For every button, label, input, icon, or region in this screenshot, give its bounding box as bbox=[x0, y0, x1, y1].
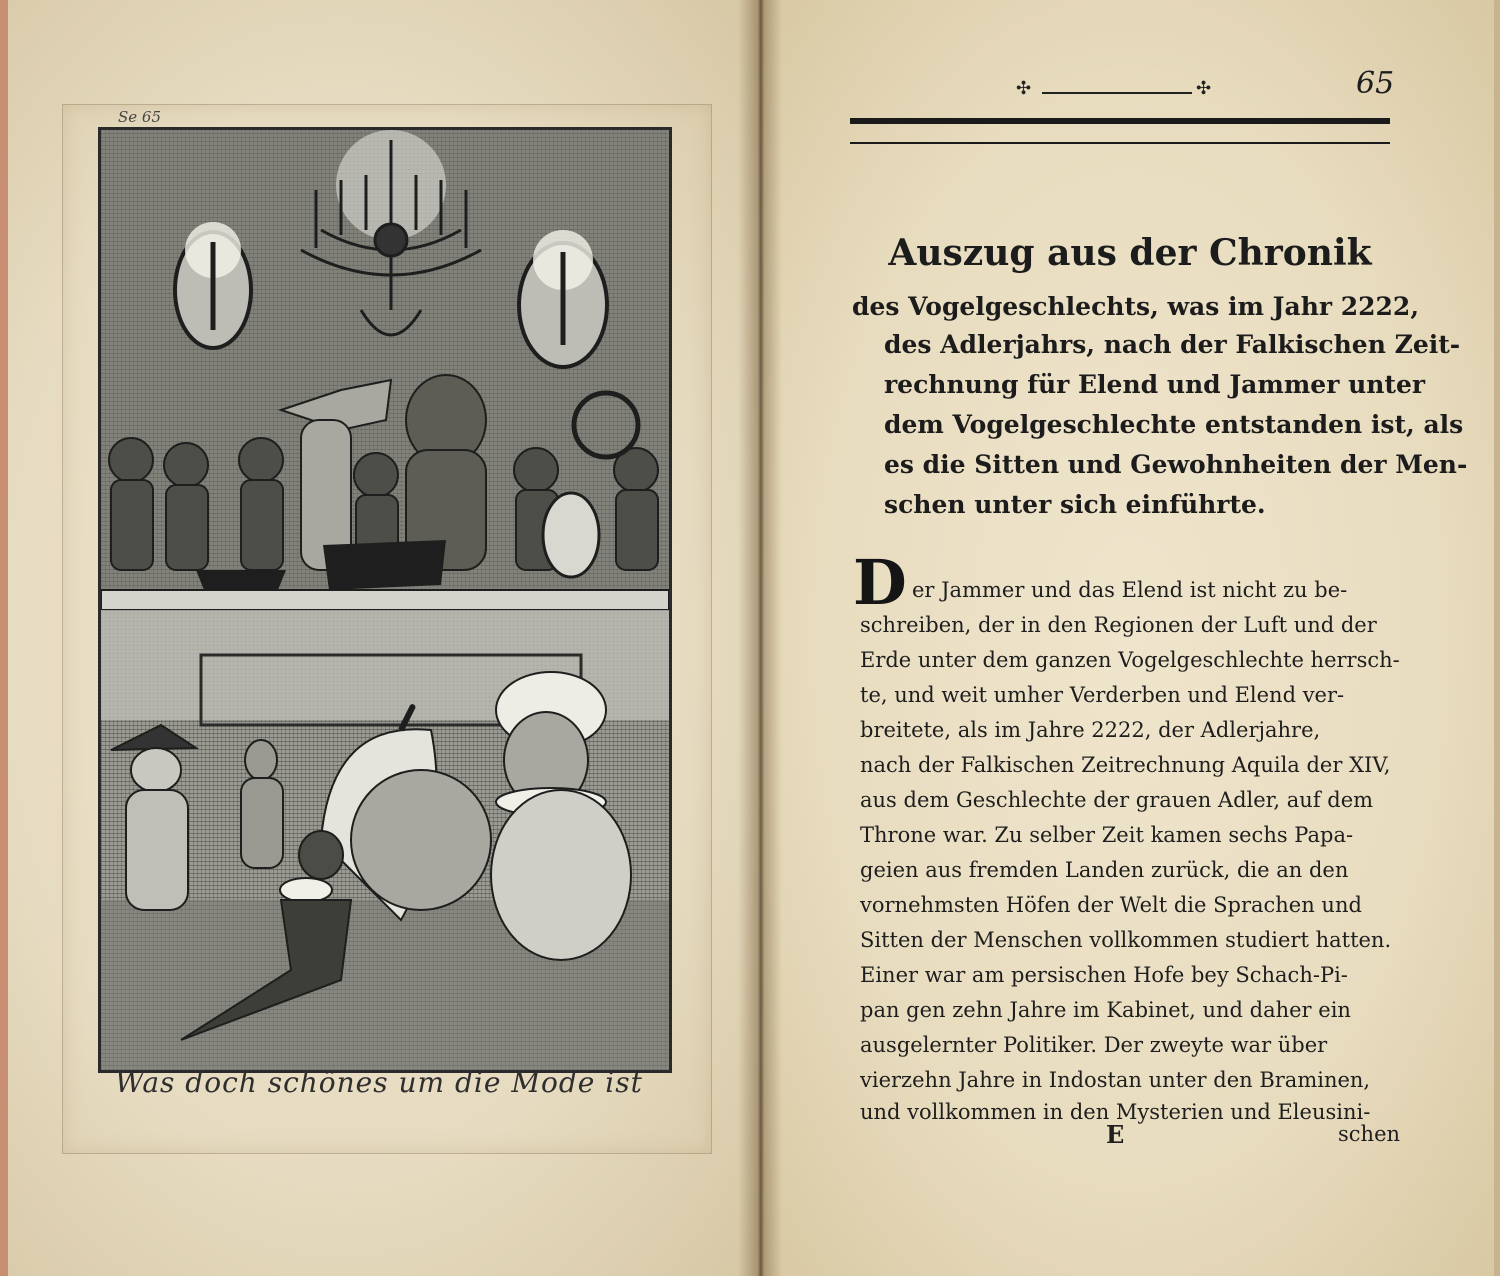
subtitle-line: des Adlerjahrs, nach der Falkischen Zeit- bbox=[884, 330, 1461, 359]
page-number: 65 bbox=[1356, 66, 1395, 101]
body-line: vornehmsten Höfen der Welt die Sprachen und bbox=[860, 893, 1362, 917]
body-line: nach der Falkischen Zeitrechnung Aquila der XIV, bbox=[860, 753, 1391, 777]
engraving-illustration bbox=[98, 127, 672, 1073]
plate-caption: Was doch schönes um die Mode ist bbox=[115, 1066, 643, 1099]
body-line: vierzehn Jahre in Indostan unter den Braminen, bbox=[860, 1068, 1371, 1092]
bear-singer bbox=[406, 375, 486, 570]
body-line: Einer war am persischen Hofe bey Schach-Pi- bbox=[860, 963, 1348, 987]
music-stand-center bbox=[323, 540, 446, 590]
signature-mark: E bbox=[1106, 1120, 1125, 1149]
subtitle-line: rechnung für Elend und Jammer unter bbox=[884, 370, 1426, 399]
body-line: ausgelernter Politiker. Der zweyte war über bbox=[860, 1033, 1328, 1057]
engraving-drawing bbox=[101, 130, 669, 1070]
body-line: pan gen zehn Jahre im Kabinet, und daher ein bbox=[860, 998, 1351, 1022]
body-line: breitete, als im Jahre 2222, der Adlerjahre, bbox=[860, 718, 1321, 742]
drop-cap: D bbox=[853, 546, 907, 619]
cello bbox=[543, 493, 599, 577]
ornament-left-icon: ✣ bbox=[1016, 78, 1032, 99]
subtitle-line: dem Vogelgeschlechte entstanden ist, als bbox=[884, 410, 1464, 439]
balcony-rail bbox=[101, 590, 669, 610]
catchword: schen bbox=[1338, 1122, 1401, 1146]
body-line: er Jammer und das Elend ist nicht zu be- bbox=[912, 578, 1348, 602]
page-edge-right bbox=[1494, 0, 1500, 1276]
body-line: Throne war. Zu selber Zeit kamen sechs Papa- bbox=[860, 823, 1354, 847]
body-line: geien aus fremden Landen zurück, die an den bbox=[860, 858, 1349, 882]
heading-bar bbox=[850, 118, 1390, 144]
body-line: schreiben, der in den Regionen der Luft und der bbox=[860, 613, 1377, 637]
subtitle-line: es die Sitten und Gewohnheiten der Men- bbox=[884, 450, 1468, 479]
plate-number: Se 65 bbox=[118, 108, 162, 126]
small-bird bbox=[241, 740, 283, 868]
tricorn-bird bbox=[111, 725, 196, 910]
book-gutter bbox=[738, 0, 782, 1276]
body-line: Erde unter dem ganzen Vogelgeschlechte herrsch- bbox=[860, 648, 1400, 672]
turkey bbox=[321, 707, 491, 920]
ornament-right-icon: ✣ bbox=[1196, 78, 1212, 99]
body-line: aus dem Geschlechte der grauen Adler, auf dem bbox=[860, 788, 1374, 812]
body-line: Sitten der Menschen vollkommen studiert hatten. bbox=[860, 928, 1392, 952]
subtitle-line: schen unter sich einführte. bbox=[884, 490, 1266, 519]
subtitle-line: des Vogelgeschlechts, was im Jahr 2222, bbox=[852, 292, 1420, 321]
body-line: und vollkommen in den Mysterien und Eleusini- bbox=[860, 1100, 1371, 1124]
running-head bbox=[1010, 78, 1220, 104]
body-line: te, und weit umher Verderben und Elend ver- bbox=[860, 683, 1345, 707]
head-rule bbox=[1042, 92, 1192, 94]
chapter-title: Auszug aus der Chronik bbox=[888, 232, 1372, 274]
page-edge-left bbox=[0, 0, 8, 1276]
